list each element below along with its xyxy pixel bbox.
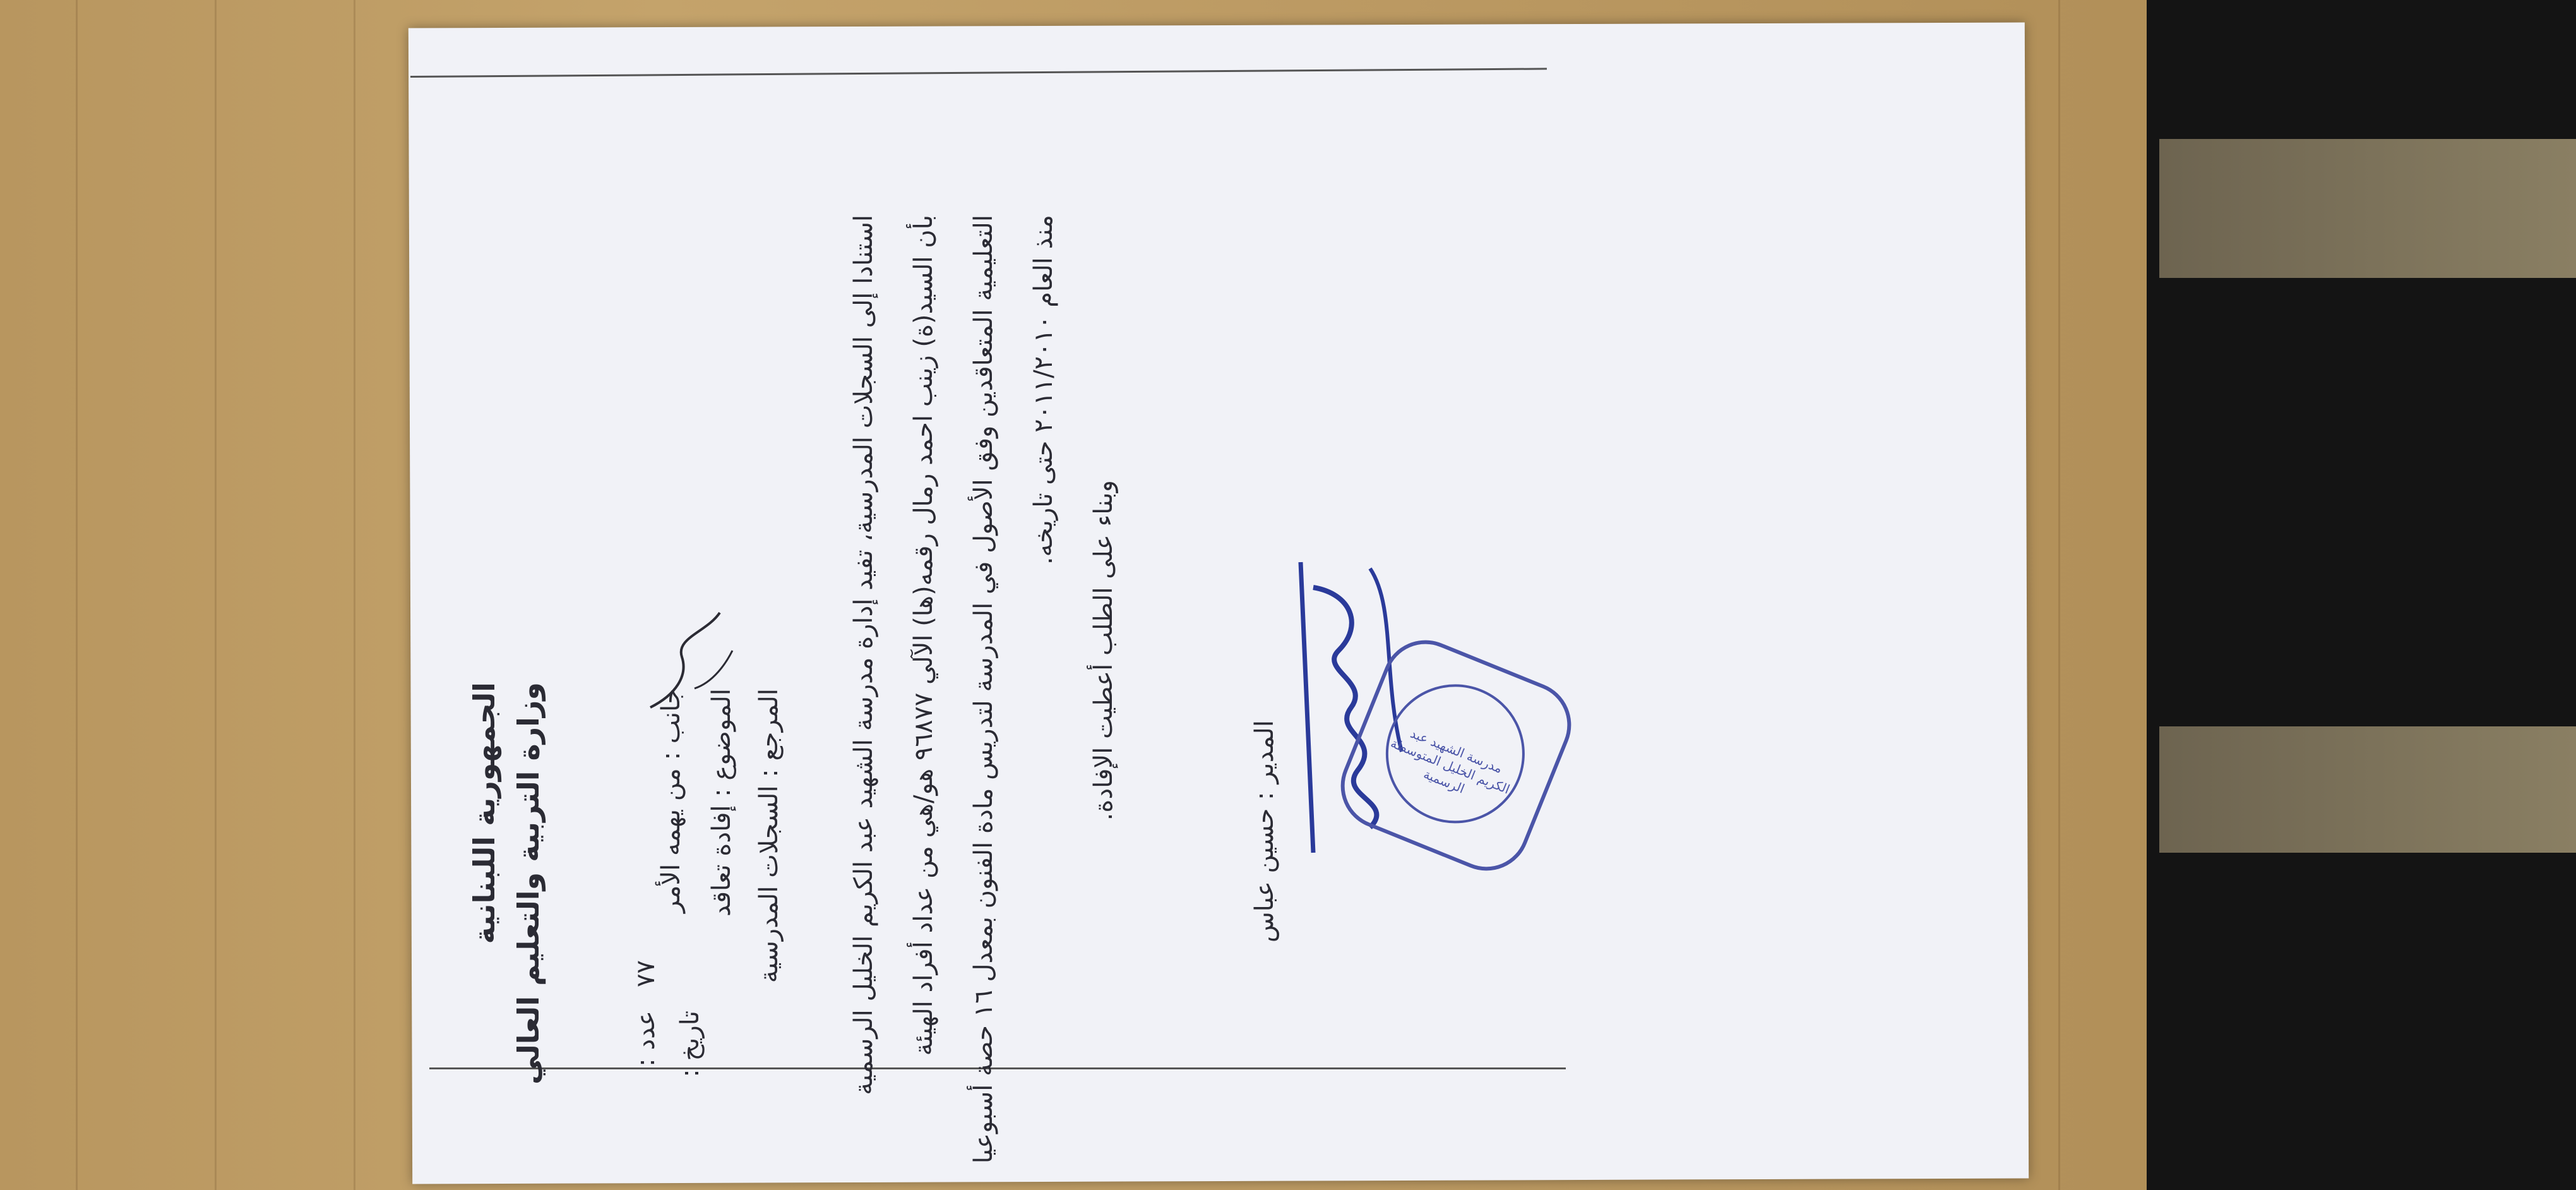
body-line-3: التعليمية المتعاقدين وفق الأصول في المدرسة لتدريس مادة الفنون بمعدل ١٦ حصة أسبوعيا — [969, 215, 998, 1164]
body-line-2: بأن السيد(ة) زينب احمد رمال رقمه(ها) الآلي ٩٦٨٧٧ هو/هي من عداد أفراد الهيئة — [909, 215, 938, 1056]
subject-line: الموضوع : إفادة تعاقد — [707, 688, 736, 917]
reference-date-label: تاريخ : — [676, 1011, 705, 1078]
body-line-5: وبناء على الطلب أعطيت الإفادة. — [1089, 480, 1118, 821]
stamp-inner-ring — [1365, 663, 1546, 844]
body-line-4: منذ العام ٢٠١١/٢٠١٠ حتى تاريخه. — [1029, 215, 1058, 565]
stamp-text: مدرسة الشهيد عبد الكريم الخليل المتوسطة الرسمية — [1388, 725, 1512, 797]
reference-line: المرجع : السجلات المدرسية — [754, 688, 784, 983]
to-line: جانب : من يهمه الأمر — [657, 688, 686, 913]
body-line-1: استنادا إلى السجلات المدرسية، تفيد إدارة مدرسة الشهيد عبد الكريم الخليل الرسمية — [849, 215, 878, 1095]
republic-heading: الجمهورية اللبنانية — [467, 682, 501, 944]
handwritten-date-mark — [638, 600, 751, 726]
director-line: المدير : حسين عباس — [1250, 720, 1279, 943]
reference-number-label: عدد : — [631, 1011, 660, 1067]
ministry-heading: وزارة التربية والتعليم العالي — [511, 682, 546, 1085]
reference-number-value: ٧٧ — [631, 960, 660, 987]
